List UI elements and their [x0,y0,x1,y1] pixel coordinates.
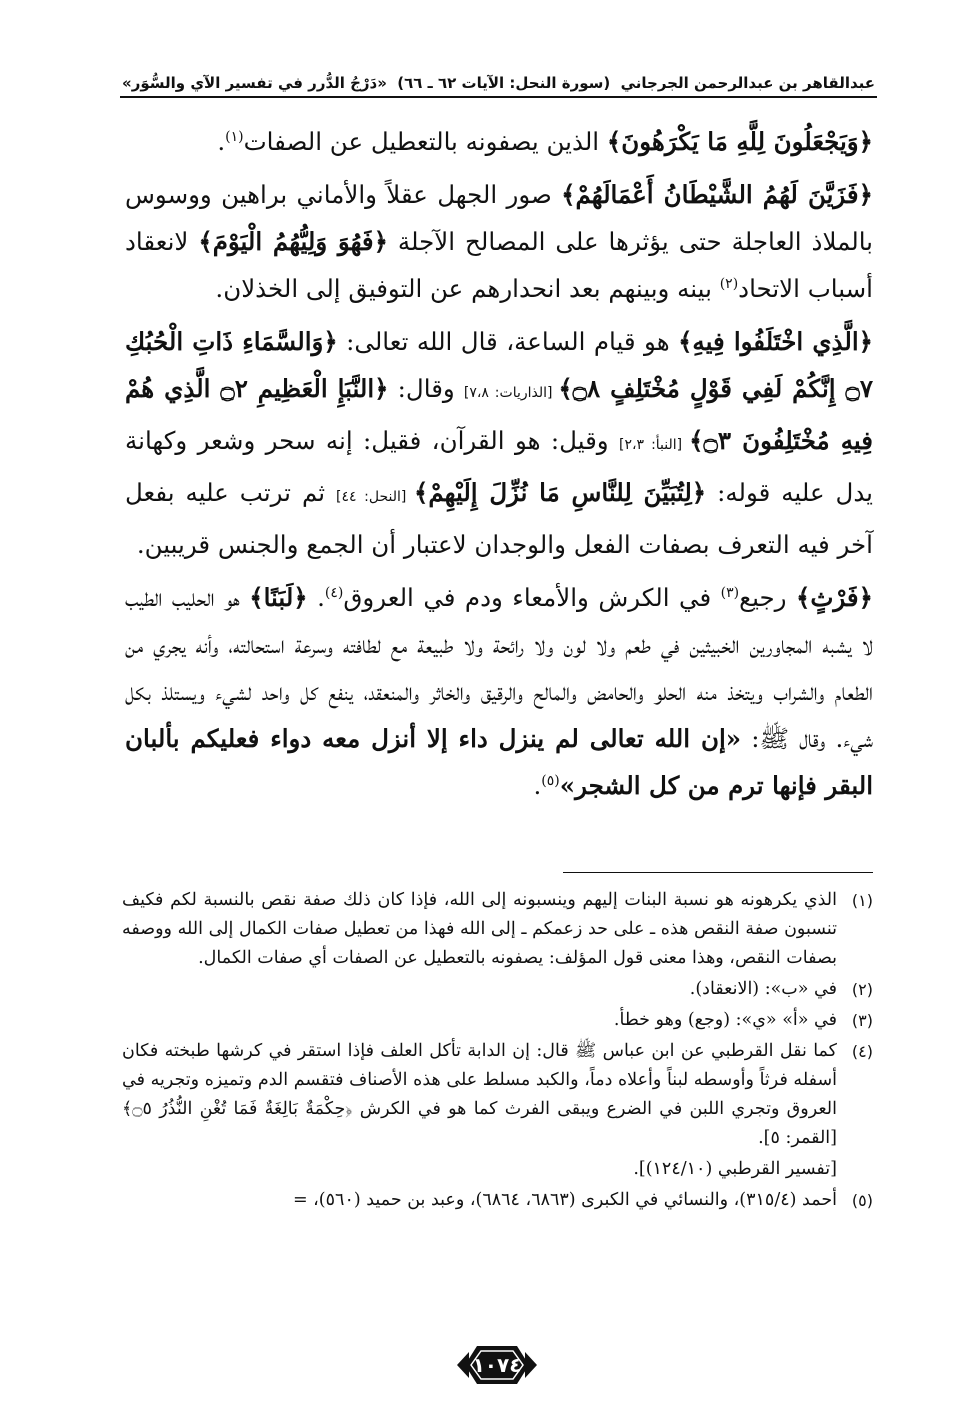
footnote-text: أحمد (٣١٥/٤)، والنسائي في الكبرى (٦٨٦٣، ٦٨٦٤)، وعبد بن حميد (٥٦٠)، = [292,1190,837,1210]
footnote-number: (١) [851,891,873,910]
footnote-marker: (٥) [541,772,560,789]
text-run: رجيع [739,583,796,612]
footnote-number: (٣) [851,1011,873,1030]
quran-verse: ﴿النَّبَإِ الْعَظِيمِ ۝٢ الَّذِي هُمْ فِيهِ مُخْتَلِفُونَ ۝٣﴾ [125,374,873,455]
footnote-text: كما نقل القرطبي عن ابن عباس ﷺ قال: إن الدابة تأكل العلف فإذا استقر في كرشها طبخته فكان أسفله فرثاً وأوسطه لبناً وأعلاه دماً، والكبد مسلط على هذه الأصناف فتقسم الدم وتميزه وتجريه في العروق وتجري اللبن في الضرع ويبقى الفرث كما هو في الكرش ﴿حِكْمَةٌ بَالِغَةٌ فَمَا تُغْنِ النُّذُرُ ۝٥﴾ [القمر: ٥]. [122,1041,837,1148]
header-author: عبدالقاهر بن عبدالرحمن الجرجاني [620,74,875,92]
text-run: وقيل: هو القرآن، فقيل: إنه سحر وشعر وكهانة يدل عليه قوله: [125,426,873,507]
footnote-text: في «ب»: (الانعقاد). [689,979,837,999]
text-run: هو الحليب الطيب لا يشبه المجاورين الخبيثين في طعم ولا لون ولا رائحة ولا طبيعة مع لطافته وسرعة استحالته، وأنه يجري من الطعام والشراب ويتخذ منه الحلو والحامض والمالح والرقيق والخاثر والمنعقد، ينفع كل واحد لشيء ويستلذ بكل شيء. وقال ﷺ: [125,583,873,753]
footnote-marker: (٣) [720,584,740,601]
quran-verse: ﴿لِتُبَيِّنَ لِلنَّاسِ مَا نُزِّلَ إِلَيْهِمْ﴾ [414,478,707,507]
footnote-marker: (١) [225,128,244,145]
footnote [122,1186,873,1215]
quran-verse: ﴿فَرْثٍ﴾ [795,583,873,612]
page-number-ornament [455,1342,539,1388]
paragraph [125,118,873,165]
quran-verse: ﴿الَّذِي اخْتَلَفُوا فِيهِ﴾ [678,327,873,356]
running-header [122,62,875,92]
footnote-marker: (٢) [719,275,739,292]
footnote [122,1006,873,1035]
footnote-number [837,1155,873,1184]
footnotes [122,886,873,1217]
text-run: . [533,771,542,800]
footnote-text: في «أ» «ي»: (وجع) وهو خطأ. [613,1010,837,1030]
footnote-marker: (٤) [324,584,344,601]
text-run: ثم ترتب عليه بفعل آخر فيه التعرف بصفات الفعل والوجدان لاعتبار أن الجمع والجنس قريبين. [125,478,873,559]
verse-reference: [النحل: ٤٤] [336,489,414,505]
footnote [122,886,873,973]
footnote-separator [563,872,873,873]
text-run: بينه وبينهم بعد انحدارهم عن التوفيق إلى الخذلان. [215,274,720,303]
quran-verse: ﴿وَالسَّمَاءِ ذَاتِ الْحُبُكِ ۝٧ إِنَّكُمْ لَفِي قَوْلٍ مُخْتَلِفٍ ۝٨﴾ [125,327,874,403]
text-run: وقال: [388,374,464,403]
paragraph [125,574,873,809]
text-run: صور الجهل عقلاً والأماني براهين ووسوس بالملاذ العاجلة حتى يؤثرها على المصالح الآجلة [125,180,874,256]
footnote-number: (٢) [851,980,873,999]
text-run: في الكرش والأمعاء ودم في العروق [343,583,721,612]
footnote-text: الذي يكرهونه هو نسبة البنات إليهم وينسبونه إلى الله، فإذا كان ذلك صفة نقص بالنسبة لكم فكيف تنسبون صفة النقص هذه ـ على حد زعمكم ـ إلى الله فهذا من تعطيل صفات الكمال إلى الله ووصفه بصفات النقص، وهذا معنى قول المؤلف: يصفونه بالتعطيل عن الصفات أي صفات الكمال. [122,890,837,968]
quran-verse: ﴿لَبَنًا﴾ [249,583,308,612]
footnote-text: [تفسير القرطبي (١٢٤/١٠)]. [633,1159,837,1179]
quran-verse: ﴿فَزَيَّنَ لَهُمُ الشَّيْطَانُ أَعْمَالَهُمْ﴾ [561,180,873,209]
footnote [122,1037,873,1153]
footnote [122,1155,873,1184]
paragraph [125,318,873,568]
footnote [122,975,873,1004]
verse-reference: [الذاريات: ٧،٨] [463,385,559,401]
paragraph [125,171,873,312]
text-run: هو قيام الساعة، قال الله تعالى: [337,327,679,356]
header-book-title: «دَرْجُ الدُّرر في تفسير الآي والسُّوَر» [122,74,387,92]
text-run: لانعقاد أسباب الاتحاد [125,227,873,303]
text-run: الذين يصفونه بالتعطيل عن الصفات [243,127,607,156]
page-number: ١٠٧٤ [472,1353,522,1377]
text-run: . [307,583,325,612]
header-surah-ref: (سورة النحل: الآيات ٦٢ ـ ٦٦) [397,74,611,92]
hadith-text: «إن الله تعالى لم ينزل داء إلا أنزل معه دواء فعليكم بألبان البقر فإنها ترم من كل الشجر» [125,724,873,800]
quran-verse: ﴿وَيَجْعَلُونَ لِلَّهِ مَا يَكْرَهُونَ﴾ [606,127,873,156]
main-text [125,118,873,815]
footnote-number: (٥) [851,1191,873,1210]
verse-reference: [النبأ: ٢،٣] [619,437,690,453]
header-rule [120,96,877,98]
text-run: . [217,127,226,156]
footnote-number: (٤) [851,1042,873,1061]
quran-verse: ﴿فَهُوَ وَلِيُّهُمُ الْيَوْمَ﴾ [198,227,388,256]
